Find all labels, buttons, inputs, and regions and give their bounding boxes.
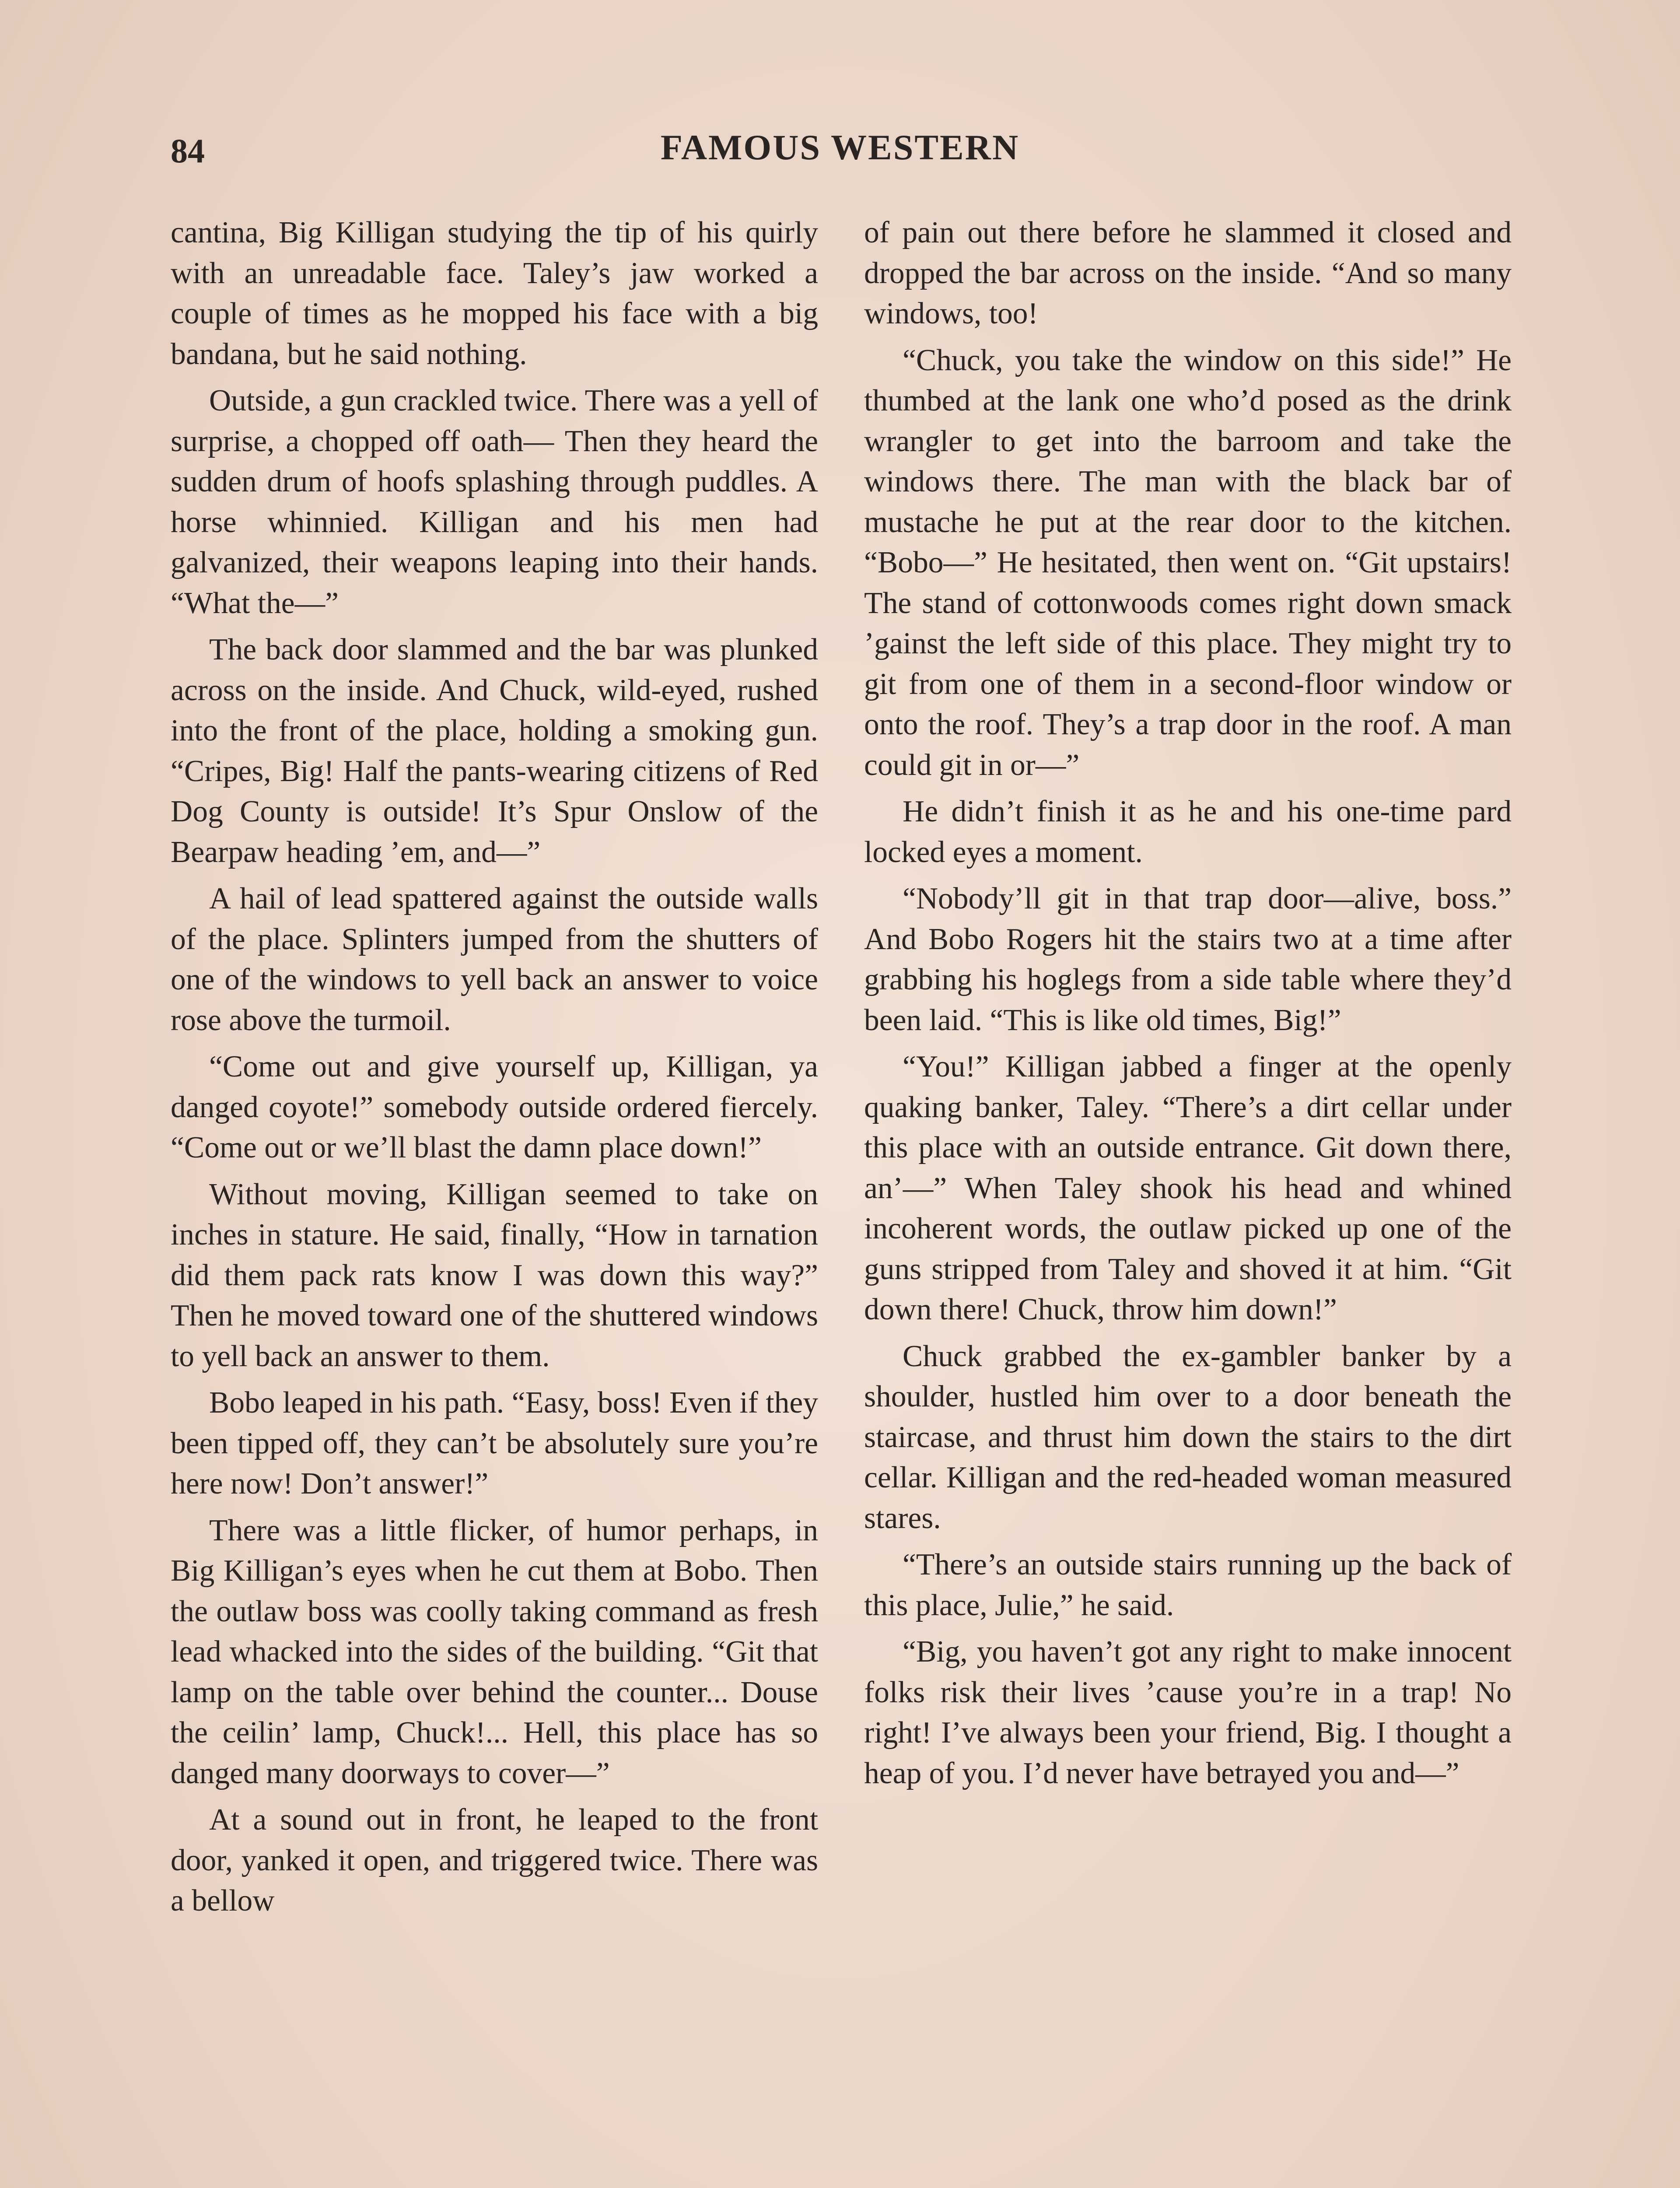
paragraph: “Nobody’ll git in that trap door—alive, boss.” And Bobo Rogers hit the stairs two at a time after grabbing his hoglegs from a side table where they’d been laid. “This is like old times, Big!” <box>864 882 1512 1037</box>
paragraph: Chuck grabbed the ex-gambler banker by a shoulder, hustled him over to a door beneath the staircase, and thrust him down the stairs to the dirt cellar. Killigan and the red-headed woman measured stares. <box>864 1339 1512 1535</box>
paragraph: A hail of lead spattered against the outside walls of the place. Splinters jumped from the shutters of one of the windows to yell back an answer to voice rose above the turmoil. <box>171 882 818 1037</box>
left-column <box>171 213 818 1928</box>
page-header <box>171 127 1509 184</box>
paragraph: “Chuck, you take the window on this side!” He thumbed at the lank one who’d posed as the drink wrangler to get into the barroom and take the windows there. The man with the black bar of mustache he put at the rear door to the kitchen. “Bobo—” He hesitated, then went on. “Git upstairs! The stand of cottonwoods comes right down smack ’gainst the left side of this place. They might try to git from one of them in a second-floor window or onto the roof. They’s a trap door in the roof. A man could git in or—” <box>864 343 1512 782</box>
paragraph: Outside, a gun crackled twice. There was a yell of surprise, a chopped off oath— Then they heard the sudden drum of hoofs splashing through puddles. A horse whinnied. Killigan and his men had galvanized, their weapons leaping into their hands. “What the—” <box>171 384 818 620</box>
right-column <box>864 213 1512 1800</box>
paragraph: Bobo leaped in his path. “Easy, boss! Even if they been tipped off, they can’t be absolutely sure you’re here now! Don’t answer!” <box>171 1386 818 1501</box>
paragraph: “Big, you haven’t got any right to make innocent folks risk their lives ’cause you’re in a trap! No right! I’ve always been your friend, Big. I thought a heap of you. I’d never have betrayed you and—” <box>864 1635 1512 1790</box>
running-title: FAMOUS WESTERN <box>660 127 1020 167</box>
paragraph: of pain out there before he slammed it closed and dropped the bar across on the inside. “And so many windows, too! <box>864 216 1512 330</box>
paragraph: At a sound out in front, he leaped to the front door, yanked it open, and triggered twice. There was a bellow <box>171 1803 818 1918</box>
paragraph: There was a little flicker, of humor perhaps, in Big Killigan’s eyes when he cut them at Bobo. Then the outlaw boss was coolly taking command as fresh lead whacked into the sides of the building. “Git that lamp on the table over behind the counter... Douse the ceilin’ lamp, Chuck!... Hell, this place has so danged many doorways to cover—” <box>171 1513 818 1790</box>
paragraph: “There’s an outside stairs running up the back of this place, Julie,” he said. <box>864 1548 1512 1622</box>
page-number: 84 <box>171 132 205 170</box>
paragraph: cantina, Big Killigan studying the tip of his quirly with an unreadable face. Taley’s jaw worked a couple of times as he mopped his face with a big bandana, but he said nothing. <box>171 216 818 371</box>
paragraph: He didn’t finish it as he and his one-time pard locked eyes a moment. <box>864 795 1512 869</box>
paragraph: Without moving, Killigan seemed to take on inches in stature. He said, finally, “How in tarnation did them pack rats know I was down this way?” Then he moved toward one of the shuttered windows to yell back an answer to them. <box>171 1177 818 1373</box>
paragraph: The back door slammed and the bar was plunked across on the inside. And Chuck, wild-eyed, rushed into the front of the place, holding a smoking gun. “Cripes, Big! Half the pants-wearing citizens of Red Dog County is outside! It’s Spur Onslow of the Bearpaw heading ’em, and—” <box>171 633 818 869</box>
paragraph: “Come out and give yourself up, Killigan, ya danged coyote!” somebody outside ordered fiercely. “Come out or we’ll blast the damn place down!” <box>171 1050 818 1164</box>
paragraph: “You!” Killigan jabbed a finger at the openly quaking banker, Taley. “There’s a dirt cellar under this place with an outside entrance. Git down there, an’—” When Taley shook his head and whined incoherent words, the outlaw picked up one of the guns stripped from Taley and shoved it at him. “Git down there! Chuck, throw him down!” <box>864 1050 1512 1326</box>
